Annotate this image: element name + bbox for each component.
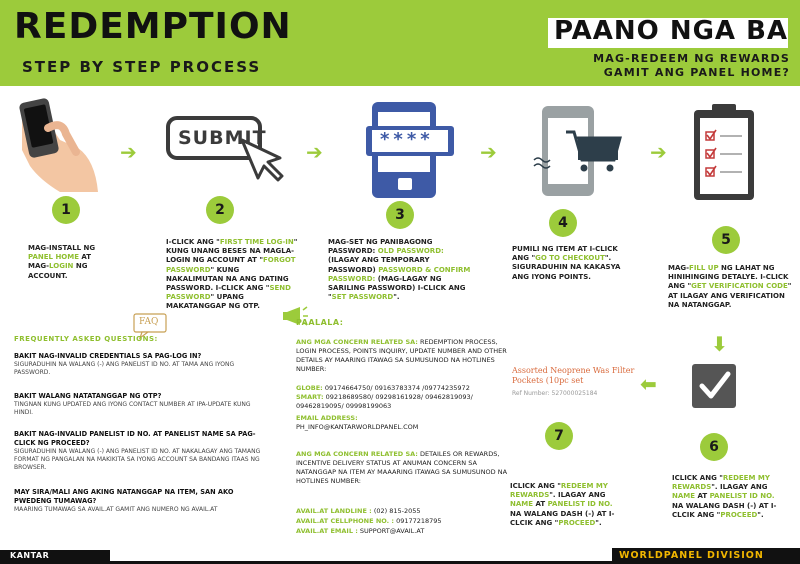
globe-hotline: [296, 384, 508, 393]
right-title: PAANO NGA BA: [554, 16, 789, 46]
faq-question: MAY SIRA/MALI ANG AKING NATANGGAP NA ITEM, SAN AKO PWEDENG TUMAWAG?: [14, 488, 234, 505]
kantar-logo: KANTAR: [10, 551, 50, 560]
cart-icon: [534, 106, 620, 196]
hand-phone-icon: [19, 97, 98, 192]
landline-number: (02) 815-2055: [373, 507, 421, 515]
phone-password-icon: [366, 102, 454, 198]
step-number-5: 5: [712, 226, 740, 254]
cellphone-number: 09177218795: [396, 517, 442, 525]
arrow-left-icon: ⬅: [640, 372, 657, 396]
avail-email: [296, 527, 508, 536]
submit-label: SUBMIT: [178, 127, 267, 149]
paalala-block-2-text: DETAILES OR REWARDS, INCENTIVE DELIVERY STATUS AT ANUMAN CONCERN SA NATANGGAP NA ITEM AY MAAARING ITAWAG SA SUMUSUNOD NA HOTLINES NUMBER:: [296, 450, 508, 485]
password-mask: ****: [380, 129, 434, 150]
step-number-7: 7: [545, 422, 573, 450]
email-address-label: EMAIL ADDRESS:: [296, 414, 358, 422]
paalala-block-1-label: ANG MGA CONCERN RELATED SA:: [296, 338, 418, 346]
smart-numbers: 09218689580/ 09298161928/ 09462819093/ 09462819095/ 09998199063: [296, 393, 473, 410]
faq-title: FREQUENTLY ASKED QUESTIONS:: [14, 335, 158, 343]
paalala-block-2-label: ANG MGA CONCERN RELATED SA:: [296, 450, 418, 458]
cellphone-label: AVAIL.AT CELLPHONE NO. :: [296, 517, 394, 525]
step-number-6: 6: [700, 433, 728, 461]
step-1-text: MAG-INSTALL NG PANEL HOME AT MAG-LOGIN NG ACCOUNT.: [28, 244, 96, 280]
paalala-block-1-text: REDEMPTION PROCESS, LOGIN PROCESS, POINTS INQUIRY, UPDATE NUMBER AND OTHER DETAILS AY MAARING ITAWAG SA SUMUSUNOD NA HOTLINES NUMBER:: [296, 338, 507, 373]
arrow-right-icon: ➔: [120, 140, 137, 164]
paalala-block-2: [296, 450, 508, 486]
step-6-text: ICLICK ANG "REDEEM MY REWARDS". ILAGAY ANG NAME AT PANELIST ID NO. NA WALANG DASH (-) AT I-CLCIK ANG "PROCEED".: [672, 474, 777, 519]
arrow-right-icon: ➔: [650, 140, 667, 164]
faq-answer: SIGURADUHIN NA WALANG (-) ANG PANELIST ID NO. AT NAKALAGAY ANG TAMANG FORMAT NG PANGALAN NA MAKIKITA SA IYONG ACCOUNT SA BANDANG ITAAS NG BROWSER.: [14, 448, 261, 471]
faq-question: BAKIT WALANG NATATANGGAP NG OTP?: [14, 392, 162, 400]
checkbox-icon: [692, 364, 736, 408]
faq-answer: TINGNAN KUNG UPDATED ANG IYONG CONTACT NUMBER AT IPA-UPDATE KUNG HINDI.: [14, 401, 251, 416]
smart-label: SMART:: [296, 393, 324, 401]
page-subtitle: STEP BY STEP PROCESS: [22, 58, 262, 76]
faq-question: BAKIT NAG-INVALID CREDENTIALS SA PAG-LOG IN?: [14, 352, 202, 360]
step-5-text: MAG-FILL UP NG LAHAT NG HINIHINGING DETALYE. I-CLICK ANG "GET VERIFICATION CODE" AT ILAGAY ANG VERIFICATION NA NATANGGAP.: [668, 264, 792, 309]
email-label: [296, 414, 508, 423]
globe-numbers: 09174664750/ 09163783374 /09774235972: [324, 384, 470, 392]
faq-answer: SIGURADUHIN NA WALANG (-) ANG PANELIST ID NO. AT TAMA ANG IYONG PASSWORD.: [14, 361, 235, 376]
product-name: Assorted Neoprene Was Filter Pockets (10pc set: [512, 366, 635, 385]
globe-label: GLOBE:: [296, 384, 323, 392]
paalala-title: PAALALA:: [296, 318, 344, 327]
product-ref: Ref Number: 527000025184: [512, 390, 598, 397]
landline-label: AVAIL.AT LANDLINE :: [296, 507, 372, 515]
right-subtitle-line-2: GAMIT ANG PANEL HOME?: [603, 66, 790, 79]
email-address[interactable]: PH_INFO@KANTARWORLDPANEL.COM: [296, 423, 419, 431]
faq-question: BAKIT NAG-INVALID PANELIST ID NO. AT PANELIST NAME SA PAG-CLICK NG PROCEED?: [14, 430, 256, 447]
clipboard-icon: [694, 104, 754, 200]
step-4-text: PUMILI NG ITEM AT I-CLICK ANG "GO TO CHECKOUT". SIGURADUHIN NA KAKASYA ANG IYONG POINTS.: [512, 245, 621, 281]
avail-landline: [296, 507, 508, 516]
arrow-right-icon: ➔: [306, 140, 323, 164]
worldpanel-division-label: WORLDPANEL DIVISION: [619, 550, 764, 561]
faq-answer: MAARING TUMAWAG SA AVAIL.AT GAMIT ANG NUMERO NG AVAIL.AT: [14, 506, 218, 513]
step-number-1: 1: [52, 196, 80, 224]
avail-cellphone: [296, 517, 508, 526]
paalala-block-1: [296, 338, 508, 374]
right-subtitle-line-1: MAG-REDEEM NG REWARDS: [593, 52, 790, 65]
faq-badge-label: FAQ: [139, 317, 159, 327]
arrow-right-icon: ➔: [480, 140, 497, 164]
step-7-text: ICLICK ANG "REDEEM MY REWARDS". ILAGAY ANG NAME AT PANELIST ID NO. NA WALANG DASH (-) AT I-CLCIK ANG "PROCEED".: [510, 482, 615, 527]
smart-hotline: [296, 393, 508, 411]
step-number-4: 4: [549, 209, 577, 237]
arrow-down-icon: ⬇: [711, 332, 728, 356]
step-2-text: I-CLICK ANG "FIRST TIME LOG-IN" KUNG UNANG BESES NA MAGLA-LOGIN NG ACCOUNT AT "FORGOT PASSWORD" KUNG NAKALIMUTAN NA ANG DATING PASSWORD. I-CLICK ANG "SEND PASSWORD" UPANG MAKATANGGAP NG OTP.: [166, 238, 298, 311]
step-number-3: 3: [386, 201, 414, 229]
step-number-2: 2: [206, 196, 234, 224]
avail-email-label: AVAIL.AT EMAIL :: [296, 527, 358, 535]
avail-email-address[interactable]: SUPPORT@AVAIL.AT: [359, 527, 425, 535]
step-3-text: MAG-SET NG PANIBAGONG PASSWORD: OLD PASSWORD: (ILAGAY ANG TEMPORARY PASSWORD) PASSWORD & CONFIRM PASSWORD: (MAG-LAGAY NG SARILING PASSWORD) I-CLICK ANG "SET PASSWORD".: [328, 238, 471, 302]
page-title: REDEMPTION: [14, 6, 292, 47]
